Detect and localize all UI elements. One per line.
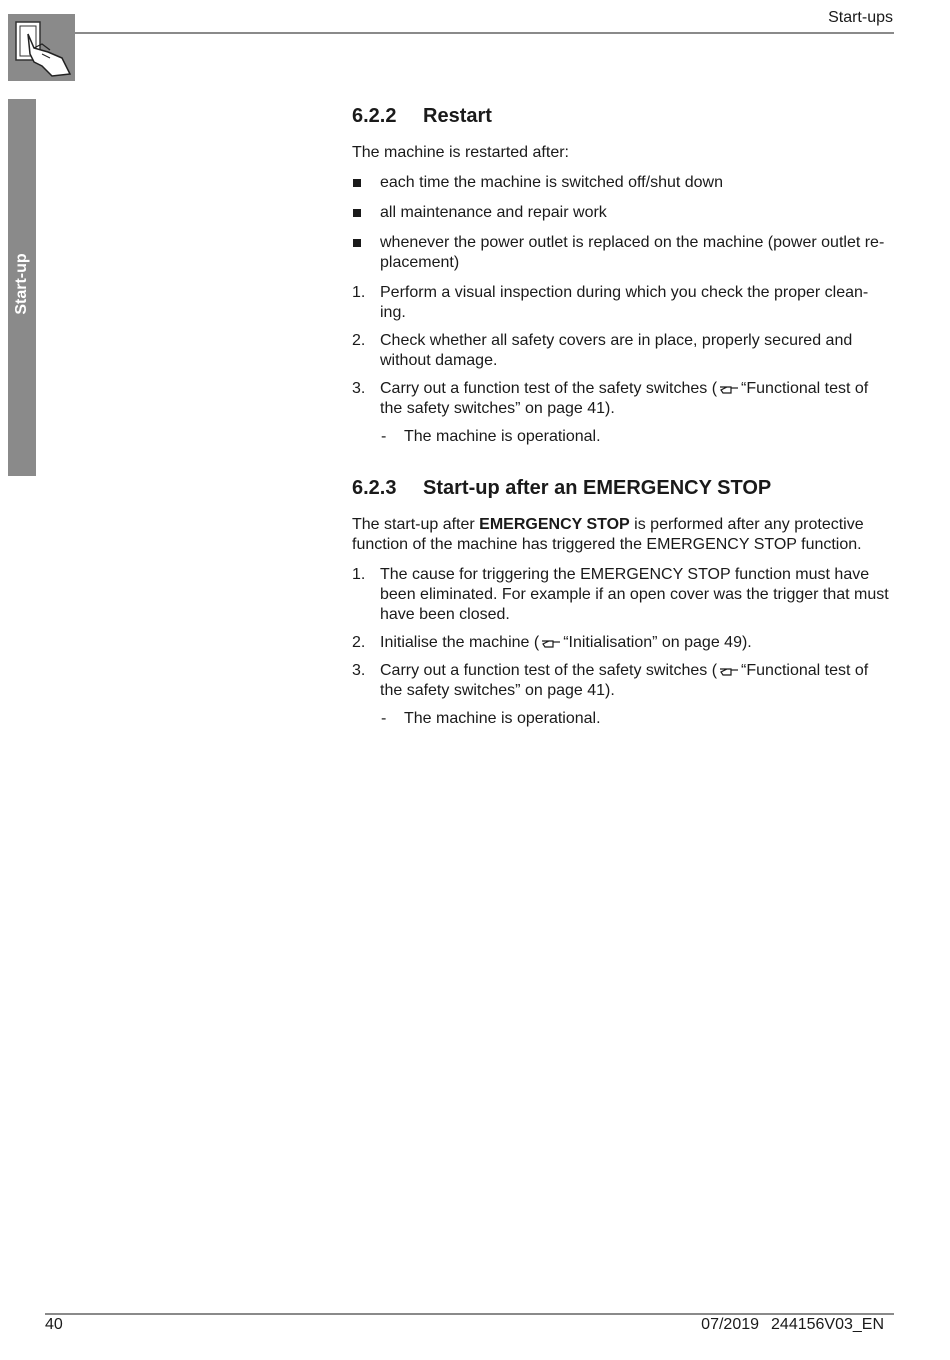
result-item [352, 709, 894, 729]
intro-text: is performed after any protective function of the machine has triggered the EMERGENCY STOP function. [352, 516, 864, 553]
square-bullet-icon [353, 239, 361, 247]
section-heading-emergency-stop [352, 475, 894, 501]
step-item [352, 565, 894, 625]
chapter-logo [8, 14, 75, 81]
step-item [352, 379, 894, 419]
intro-bold: EMERGENCY STOP [479, 516, 630, 533]
section-emergency-stop [352, 475, 894, 729]
section-title: Start-up after an EMERGENCY STOP [423, 477, 772, 499]
result-text: The machine is operational. [404, 710, 601, 727]
square-bullet-icon [353, 179, 361, 187]
page-number: 40 [45, 1316, 63, 1333]
section-intro [352, 515, 894, 555]
step-number: 3. [352, 662, 366, 679]
step-text-post: ). [741, 634, 752, 651]
step-text: Perform a visual inspection during which you check the proper clean-ing. [380, 284, 869, 321]
list-item [352, 233, 894, 273]
pointing-hand-icon [719, 665, 739, 677]
step-text-post: ). [605, 400, 615, 417]
footer-doc-id: 244156V03_EN [771, 1316, 884, 1333]
side-tab [8, 99, 36, 476]
cross-reference-link[interactable]: “Functional test of the safety switches” on page 41 [380, 380, 869, 417]
footer-doc-info [701, 1316, 884, 1334]
footer-rule [45, 1313, 894, 1315]
step-item [352, 331, 894, 371]
step-text-pre: Carry out a function test of the safety switches ( [380, 380, 718, 397]
result-dash: - [381, 710, 387, 727]
intro-text: The start-up after [352, 516, 480, 533]
cross-reference-link[interactable]: “Functional test of the safety switches” on page 41 [380, 662, 869, 699]
step-number: 2. [352, 332, 366, 349]
step-text: The cause for triggering the EMERGENCY STOP function must have been eliminated. For example if an open cover was the trigger that must have been closed. [380, 566, 889, 623]
side-tab-label: Start-up [13, 253, 30, 315]
pointing-hand-icon [719, 383, 739, 395]
step-number: 1. [352, 284, 366, 301]
step-text-post: ). [605, 682, 615, 699]
step-number: 3. [352, 380, 366, 397]
result-item [352, 427, 894, 447]
section-title: Restart [423, 105, 492, 127]
step-item [352, 661, 894, 701]
list-item [352, 173, 894, 193]
square-bullet-icon [353, 209, 361, 217]
running-header: Start-ups [828, 9, 893, 26]
step-item [352, 633, 894, 653]
footer-date: 07/2019 [701, 1316, 760, 1333]
section-heading-restart [352, 103, 894, 129]
step-text: Check whether all safety covers are in place, properly secured and without damage. [380, 332, 853, 369]
section-number: 6.2.3 [352, 477, 397, 499]
header-rule [75, 32, 894, 34]
step-text-pre: Initialise the machine ( [380, 634, 540, 651]
bullet-text: each time the machine is switched off/shut down [380, 174, 723, 191]
step-number: 2. [352, 634, 366, 651]
cross-reference-link[interactable]: “Initialisation” on page 49 [563, 634, 742, 651]
step-item [352, 283, 894, 323]
result-dash: - [381, 428, 387, 445]
main-content [352, 103, 894, 739]
step-text-pre: Carry out a function test of the safety switches ( [380, 662, 718, 679]
section-number: 6.2.2 [352, 105, 397, 127]
hand-pressing-switch-icon [8, 14, 75, 81]
result-text: The machine is operational. [404, 428, 601, 445]
bullet-text: whenever the power outlet is replaced on the machine (power outlet re-placement) [380, 234, 885, 271]
list-item [352, 203, 894, 223]
section-intro: The machine is restarted after: [352, 144, 569, 161]
pointing-hand-icon [541, 637, 561, 649]
step-number: 1. [352, 566, 366, 583]
bullet-text: all maintenance and repair work [380, 204, 607, 221]
